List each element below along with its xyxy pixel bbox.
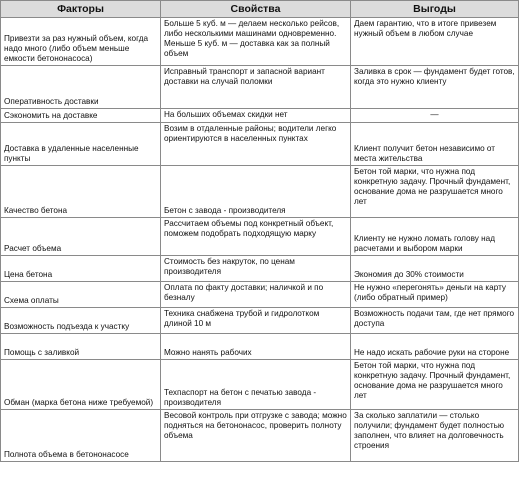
benefit-cell: Не надо искать рабочие руки на стороне (351, 334, 519, 360)
header-benefits: Выгоды (351, 1, 519, 18)
factor-cell: Привезти за раз нужный объем, когда надо много (либо объем меньше емкости бетононасоса) (1, 18, 161, 66)
property-cell: Возим в отдаленные районы; водители легко ориентируются в населенных пунктах (161, 123, 351, 166)
property-cell: Можно нанять рабочих (161, 334, 351, 360)
benefit-cell: Экономия до 30% стоимости (351, 256, 519, 282)
factor-cell: Возможность подъезда к участку (1, 308, 161, 334)
header-properties: Свойства (161, 1, 351, 18)
factor-cell: Расчет объема (1, 218, 161, 256)
factor-cell: Схема оплаты (1, 282, 161, 308)
benefit-cell: Бетон той марки, что нужна под конкретную задачу. Прочный фундамент, основание дома не разрушается много лет (351, 166, 519, 218)
table-row (1, 123, 519, 166)
property-cell: Исправный транспорт и запасной вариант доставки на случай поломки (161, 66, 351, 109)
benefit-cell: Клиенту не нужно ломать голову над расчетами и выбором марки (351, 218, 519, 256)
benefit-cell: За сколько заплатили — столько получили; фундамент будет полностью заполнен, что влияет на долговечность строения (351, 410, 519, 462)
table-row (1, 109, 519, 123)
factor-cell: Качество бетона (1, 166, 161, 218)
factor-cell: Полнота объема в бетононасосе (1, 410, 161, 462)
property-cell: Рассчитаем объемы под конкретный объект, поможем подобрать подходящую марку (161, 218, 351, 256)
property-cell: Стоимость без накруток, по ценам производителя (161, 256, 351, 282)
table-row (1, 66, 519, 109)
property-cell: Техпаспорт на бетон с печатью завода - производителя (161, 360, 351, 410)
factor-cell: Сэкономить на доставке (1, 109, 161, 123)
header-row (1, 1, 519, 18)
benefit-cell: Возможность подачи там, где нет прямого доступа (351, 308, 519, 334)
factor-cell: Цена бетона (1, 256, 161, 282)
factor-cell: Оперативность доставки (1, 66, 161, 109)
table-row (1, 18, 519, 66)
factor-cell: Помощь с заливкой (1, 334, 161, 360)
factor-cell: Обман (марка бетона ниже требуемой) (1, 360, 161, 410)
table-row (1, 166, 519, 218)
benefit-cell: Клиент получит бетон независимо от места жительства (351, 123, 519, 166)
table-row (1, 282, 519, 308)
property-cell: Больше 5 куб. м — делаем несколько рейсов, либо несколькими машинами одновременно. Меньше 5 куб. м — доставка как за полный объем (161, 18, 351, 66)
property-cell: Бетон с завода - производителя (161, 166, 351, 218)
property-cell: Весовой контроль при отгрузке с завода; можно подняться на бетононасос, проверить полноту объема (161, 410, 351, 462)
table-row (1, 308, 519, 334)
benefit-cell: Бетон той марки, что нужна под конкретную задачу. Прочный фундамент, основание дома не разрушается много лет (351, 360, 519, 410)
table-row (1, 334, 519, 360)
property-cell: Оплата по факту доставки; наличкой и по безналу (161, 282, 351, 308)
benefit-cell: Даем гарантию, что в итоге привезем нужный объем в любом случае (351, 18, 519, 66)
header-factors: Факторы (1, 1, 161, 18)
table-row (1, 360, 519, 410)
benefit-cell: Не нужно «перегонять» деньги на карту (либо обратный пример) (351, 282, 519, 308)
table-row (1, 256, 519, 282)
benefit-cell: — (351, 109, 519, 123)
table-row (1, 218, 519, 256)
benefit-cell: Заливка в срок — фундамент будет готов, когда это нужно клиенту (351, 66, 519, 109)
property-cell: Техника снабжена трубой и гидролотком длиной 10 м (161, 308, 351, 334)
table-row (1, 410, 519, 462)
factor-cell: Доставка в удаленные населенные пункты (1, 123, 161, 166)
property-cell: На больших объемах скидки нет (161, 109, 351, 123)
